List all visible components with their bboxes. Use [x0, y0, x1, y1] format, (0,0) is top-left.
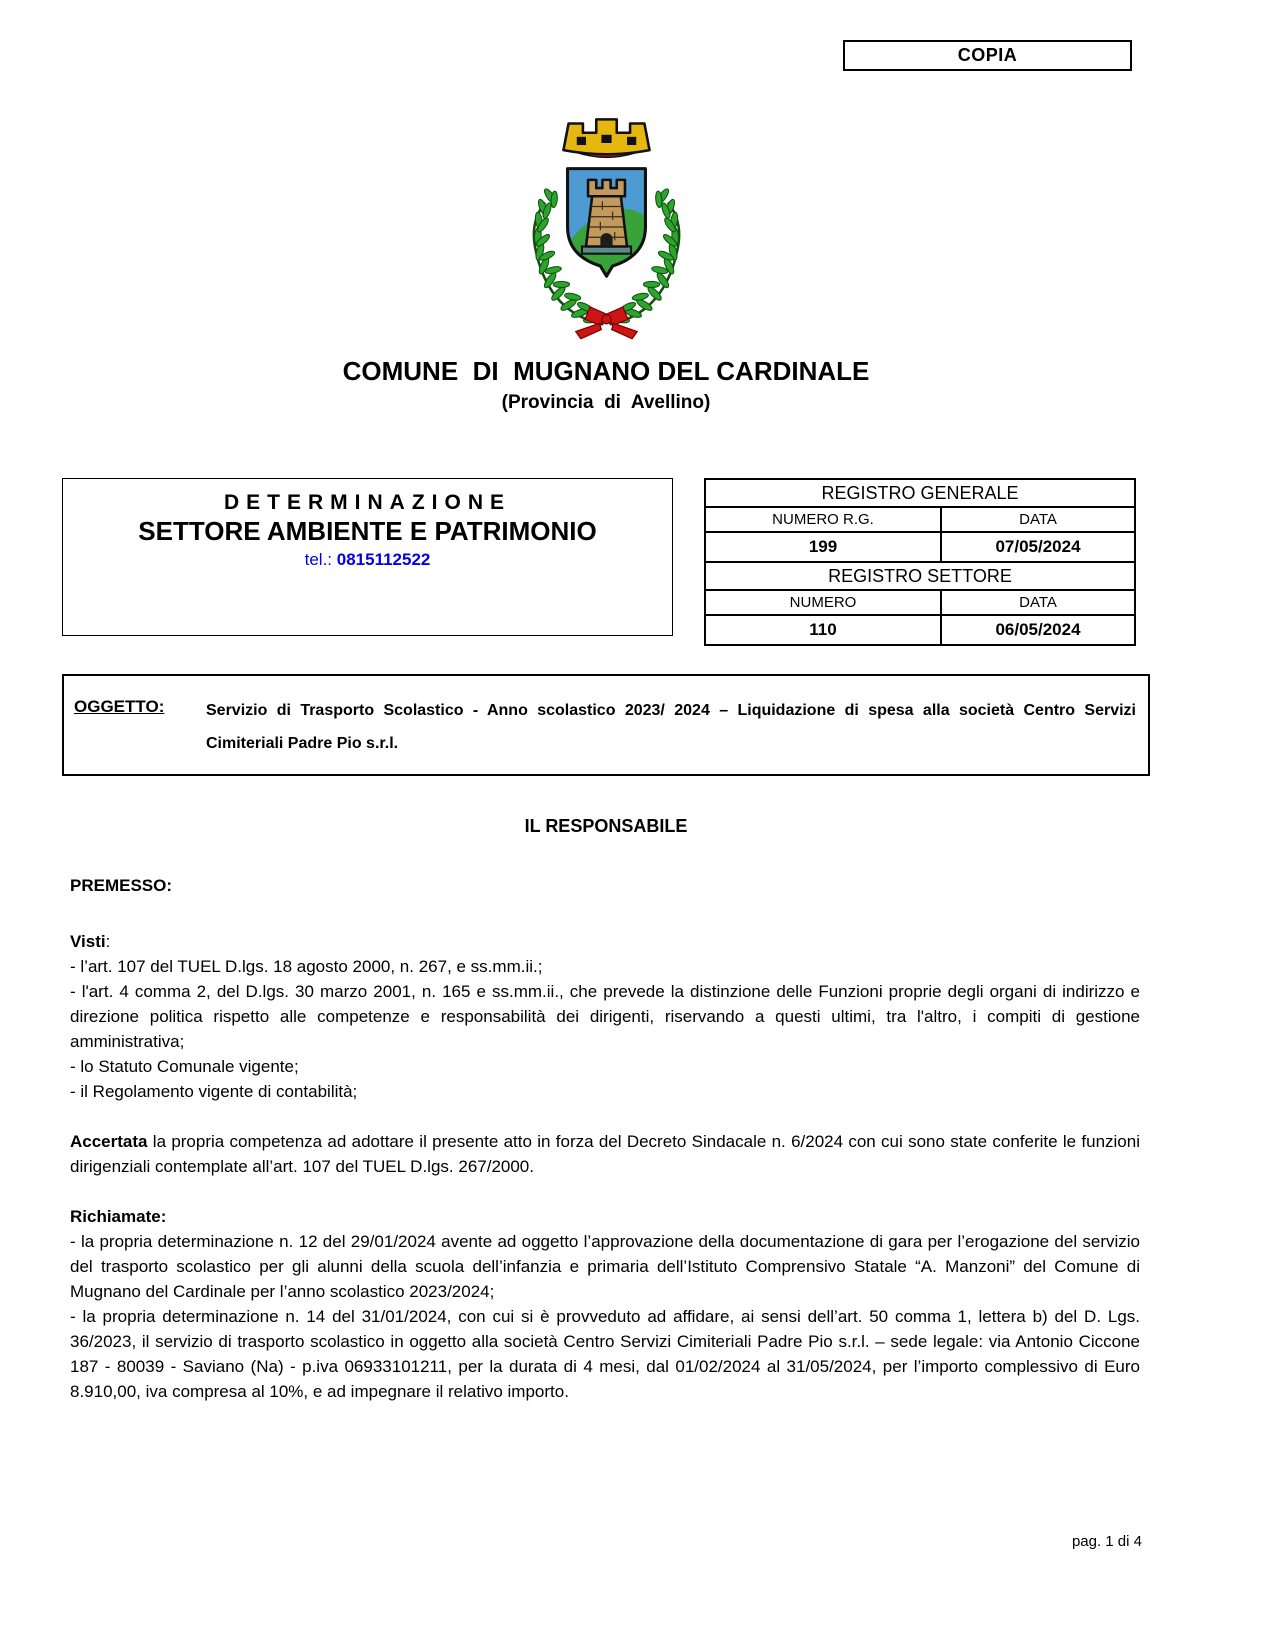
- visti-section: [70, 929, 1140, 1104]
- registro-generale-header: REGISTRO GENERALE: [705, 479, 1135, 507]
- data-value: 07/05/2024: [941, 532, 1135, 562]
- richiamate-section: [70, 1204, 1140, 1404]
- page-number: pag. 1 di 4: [1071, 1533, 1142, 1550]
- municipal-crest-icon: [504, 112, 709, 340]
- table-row: [705, 590, 1135, 615]
- copia-label: COPIA: [957, 45, 1018, 65]
- responsabile-heading: IL RESPONSABILE: [524, 816, 688, 836]
- determinazione-box: [62, 478, 673, 636]
- oggetto-box: [62, 674, 1150, 776]
- table-row: [705, 532, 1135, 562]
- data-label: DATA: [941, 590, 1135, 615]
- list-item: - il Regolamento vigente di contabilità;: [70, 1082, 358, 1101]
- oggetto-label: OGGETTO:: [74, 697, 165, 716]
- list-item: - l'art. 4 comma 2, del D.lgs. 30 marzo 2001, n. 165 e ss.mm.ii., che prevede la distinzione delle Funzioni proprie degli organi di indirizzo e direzione politica rispetto alle competenze e responsabilità dei dirigenti, riservando a questi ultimi, tra l'altro, i compiti di gestione amministrativa;: [70, 982, 1140, 1051]
- data-value: 06/05/2024: [941, 615, 1135, 645]
- numero-value: 110: [705, 615, 941, 645]
- visti-colon: :: [105, 932, 111, 951]
- telephone-number: 0815112522: [336, 550, 431, 569]
- richiamate-heading: Richiamate:: [70, 1207, 167, 1226]
- accertata-lead: Accertata: [70, 1132, 148, 1151]
- telephone-line: [63, 550, 672, 570]
- provincia-subtitle: (Provincia di Avellino): [501, 392, 711, 413]
- table-row: [705, 507, 1135, 532]
- document-content: [62, 112, 1150, 1404]
- visti-lead: Visti: [70, 932, 106, 951]
- registro-settore-header: REGISTRO SETTORE: [705, 562, 1135, 590]
- list-item: - lo Statuto Comunale vigente;: [70, 1057, 299, 1076]
- determinazione-title: DETERMINAZIONE: [224, 491, 511, 514]
- comune-title: COMUNE DI MUGNANO DEL CARDINALE: [342, 356, 870, 386]
- numero-label: NUMERO: [705, 590, 941, 615]
- list-item: - la propria determinazione n. 14 del 31/01/2024, con cui si è provveduto ad affidare, ai sensi dell’art. 50 comma 1, lettera b) del D. Lgs. 36/2023, il servizio di trasporto scolastico in oggetto alla società Centro Servizi Cimiteriali Padre Pio s.r.l. – sede legale: via Antonio Ciccone 187 - 80039 - Saviano (Na) - p.iva 06933101211, per la durata di 4 mesi, dal 01/02/2024 al 31/05/2024, per l’importo complessivo di Euro 8.910,00, iva compresa al 10%, e ad impegnare il relativo importo.: [70, 1307, 1140, 1401]
- table-row: [705, 562, 1135, 590]
- accertata-paragraph: [70, 1129, 1140, 1179]
- data-label: DATA: [941, 507, 1135, 532]
- header-row: [62, 478, 1150, 646]
- oggetto-text: Servizio di Trasporto Scolastico - Anno scolastico 2023/ 2024 – Liquidazione di spesa alla società Centro Servizi Cimiteriali Padre Pio s.r.l.: [206, 702, 1136, 752]
- list-item: - l’art. 107 del TUEL D.lgs. 18 agosto 2000, n. 267, e ss.mm.ii.;: [70, 957, 543, 976]
- list-item: - la propria determinazione n. 12 del 29/01/2024 avente ad oggetto l’approvazione della documentazione di gara per l’erogazione del servizio del trasporto scolastico per gli alunni della scuola dell’infanzia e primaria dell’Istituto Comprensivo Statale “A. Manzoni” del Comune di Mugnano del Cardinale per l’anno scolastico 2023/2024;: [70, 1232, 1140, 1301]
- crest-shield: [565, 169, 647, 279]
- crest-crown: [563, 119, 649, 157]
- settore-title: SETTORE AMBIENTE E PATRIMONIO: [138, 516, 597, 546]
- visti-heading: [70, 929, 1140, 954]
- registro-table: [704, 478, 1136, 646]
- telephone-label: tel.:: [304, 550, 337, 569]
- copia-stamp: [843, 40, 1132, 71]
- premesso-heading: PREMESSO:: [70, 876, 173, 895]
- table-row: [705, 479, 1135, 507]
- table-row: [705, 615, 1135, 645]
- document-body: [70, 873, 1140, 1404]
- numero-rg-label: NUMERO R.G.: [705, 507, 941, 532]
- numero-rg-value: 199: [705, 532, 941, 562]
- crest-tower: [581, 180, 630, 254]
- accertata-text: la propria competenza ad adottare il presente atto in forza del Decreto Sindacale n. 6/2024 con cui sono state conferite le funzioni dirigenziali contemplate all’art. 107 del TUEL D.lgs. 267/2000.: [70, 1132, 1140, 1176]
